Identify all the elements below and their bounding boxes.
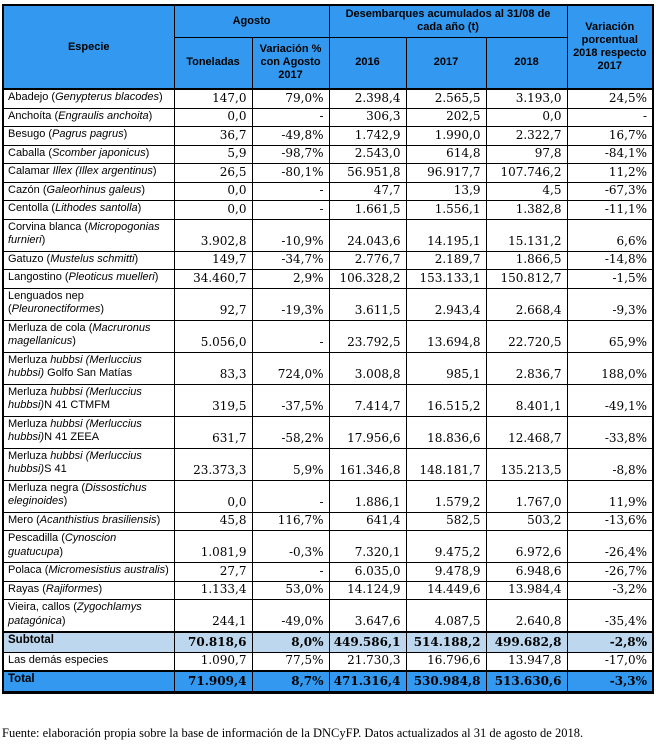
scientific-name: Engraulis anchoita — [58, 109, 149, 122]
value-cell: -11,1% — [567, 201, 653, 220]
value-cell: 631,7 — [174, 416, 252, 448]
table-row — [3, 352, 653, 384]
value-cell: -98,7% — [252, 145, 329, 164]
value-cell: 188,0% — [567, 352, 653, 384]
species-cell — [3, 288, 174, 320]
value-cell: 2.398,4 — [329, 89, 406, 108]
value-cell: 7.414,7 — [329, 384, 406, 416]
common-name: ) — [152, 165, 157, 177]
scientific-name: Zygochlamys patagónica — [8, 601, 142, 627]
common-name: ) — [61, 614, 66, 627]
value-cell: 13.984,4 — [486, 581, 567, 600]
value-cell: -33,8% — [567, 416, 653, 448]
value-cell: 18.836,6 — [406, 416, 486, 448]
value-cell: 499.682,8 — [486, 632, 567, 652]
col-header-variacion-porcentual: Variación porcentual 2018 respecto 2017 — [567, 5, 653, 89]
value-cell: 1.133,4 — [174, 581, 252, 600]
value-cell: 1.579,2 — [406, 480, 486, 512]
species-cell — [3, 563, 174, 582]
scientific-name: Micromesistius australis — [48, 564, 166, 576]
value-cell: 319,5 — [174, 384, 252, 416]
value-cell: -8,8% — [567, 448, 653, 480]
value-cell: 641,4 — [329, 512, 406, 531]
common-name: Lenguados nep ( — [8, 289, 84, 315]
value-cell: -17,0% — [567, 652, 653, 671]
value-cell: 153.133,1 — [406, 270, 486, 289]
value-cell: -49,8% — [252, 127, 329, 146]
value-cell: 8,0% — [252, 632, 329, 652]
value-cell: 306,3 — [329, 108, 406, 127]
value-cell: 3.902,8 — [174, 219, 252, 251]
value-cell: -34,7% — [252, 251, 329, 270]
value-cell: 106.328,2 — [329, 270, 406, 289]
value-cell: 1.090,7 — [174, 652, 252, 671]
value-cell: 0,0 — [174, 182, 252, 201]
value-cell: -84,1% — [567, 145, 653, 164]
value-cell: 11,2% — [567, 164, 653, 183]
value-cell: 13.947,8 — [486, 652, 567, 671]
common-name: Caballa ( — [8, 146, 53, 159]
scientific-name: Dissostichus eleginoides — [8, 481, 147, 507]
value-cell: - — [252, 182, 329, 201]
value-cell: 23.792,5 — [329, 320, 406, 352]
value-cell: 77,5% — [252, 652, 329, 671]
value-cell: -26,7% — [567, 563, 653, 582]
value-cell: -67,3% — [567, 182, 653, 201]
value-cell: 83,3 — [174, 352, 252, 384]
common-name: Subtotal — [8, 634, 54, 646]
value-cell: 4.087,5 — [406, 600, 486, 633]
common-name: ) — [98, 582, 103, 595]
value-cell: 0,0 — [174, 480, 252, 512]
value-cell: 148.181,7 — [406, 448, 486, 480]
value-cell: 11,9% — [567, 480, 653, 512]
value-cell: 3.008,8 — [329, 352, 406, 384]
value-cell: 79,0% — [252, 89, 329, 108]
value-cell: 6,6% — [567, 219, 653, 251]
value-cell: 8,7% — [252, 671, 329, 692]
desembarques-table — [2, 4, 654, 694]
table-row — [3, 108, 653, 127]
value-cell: 471.316,4 — [329, 671, 406, 692]
value-cell: 161.346,8 — [329, 448, 406, 480]
species-cell — [3, 164, 174, 183]
value-cell: 147,0 — [174, 89, 252, 108]
common-name: ) — [63, 495, 68, 507]
value-cell: 34.460,7 — [174, 270, 252, 289]
species-cell — [3, 219, 174, 251]
table-body — [3, 89, 653, 692]
value-cell: 9.475,2 — [406, 531, 486, 563]
value-cell: 202,5 — [406, 108, 486, 127]
table-row-subtotal — [3, 632, 653, 652]
value-cell: 14.449,6 — [406, 581, 486, 600]
value-cell: 2.943,4 — [406, 288, 486, 320]
col-header-variacion-agosto: Variación % con Agosto 2017 — [252, 37, 329, 89]
value-cell: 3.611,5 — [329, 288, 406, 320]
value-cell: 53,0% — [252, 581, 329, 600]
value-cell: 1.990,0 — [406, 127, 486, 146]
common-name: N 41 CTMFM — [44, 399, 111, 411]
value-cell: 116,7% — [252, 512, 329, 531]
value-cell: 985,1 — [406, 352, 486, 384]
table-row — [3, 288, 653, 320]
table-row — [3, 531, 653, 563]
value-cell: 1.661,5 — [329, 201, 406, 220]
value-cell: -26,4% — [567, 531, 653, 563]
table-header — [3, 5, 653, 89]
common-name: Besugo ( — [8, 128, 53, 140]
value-cell: 7.320,1 — [329, 531, 406, 563]
value-cell: 1.556,1 — [406, 201, 486, 220]
value-cell: 1.866,5 — [486, 251, 567, 270]
value-cell: 530.984,8 — [406, 671, 486, 692]
common-name: Langostino ( — [8, 271, 69, 283]
value-cell: -49,0% — [252, 600, 329, 633]
table-row — [3, 652, 653, 671]
scientific-name: Genypterus blacodes — [55, 91, 160, 103]
table-row — [3, 448, 653, 480]
value-cell: 45,8 — [174, 512, 252, 531]
table-row-total — [3, 671, 653, 692]
value-cell: 24.043,6 — [329, 219, 406, 251]
common-name: Gatuzo ( — [8, 252, 51, 265]
value-cell: 23.373,3 — [174, 448, 252, 480]
species-cell — [3, 182, 174, 201]
header-row-groups — [3, 5, 653, 37]
species-cell — [3, 531, 174, 563]
common-name: ) — [165, 564, 169, 576]
value-cell: 244,1 — [174, 600, 252, 633]
scientific-name: Micropogonias furnieri — [8, 220, 160, 246]
common-name: Merluza — [8, 417, 51, 430]
value-cell: 70.818,6 — [174, 632, 252, 652]
common-name: ) — [159, 91, 163, 103]
table-row — [3, 270, 653, 289]
source-note: Fuente: elaboración propia sobre la base de información de la DNCyFP. Datos actualizados al 31 de agosto de 2018. — [2, 726, 584, 740]
common-name: Calamar — [8, 165, 53, 177]
value-cell: 47,7 — [329, 182, 406, 201]
scientific-name: Pagrus pagrus — [52, 128, 124, 140]
value-cell: 24,5% — [567, 89, 653, 108]
table-row — [3, 320, 653, 352]
species-cell — [3, 600, 174, 633]
value-cell: 15.131,2 — [486, 219, 567, 251]
scientific-name: Galeorhinus galeus — [46, 183, 142, 196]
value-cell: -80,1% — [252, 164, 329, 183]
value-cell: 71.909,4 — [174, 671, 252, 692]
col-header-agosto: Agosto — [174, 5, 329, 37]
col-header-2016: 2016 — [329, 37, 406, 89]
value-cell: 135.213,5 — [486, 448, 567, 480]
species-cell — [3, 270, 174, 289]
value-cell: 2.668,4 — [486, 288, 567, 320]
species-cell — [3, 201, 174, 220]
common-name: ) — [137, 202, 142, 214]
scientific-name: hubbsi (Merluccius hubbsi) — [8, 385, 142, 411]
col-header-toneladas: Toneladas — [174, 37, 252, 89]
common-name: ) — [59, 545, 64, 558]
table-row — [3, 563, 653, 582]
scientific-name: Lithodes santolla — [55, 202, 138, 214]
species-cell — [3, 251, 174, 270]
scientific-name: Cynoscion guatucupa — [8, 532, 117, 558]
value-cell: 12.468,7 — [486, 416, 567, 448]
species-cell — [3, 632, 174, 652]
value-cell: -13,6% — [567, 512, 653, 531]
table-row — [3, 145, 653, 164]
value-cell: 4,5 — [486, 182, 567, 201]
value-cell: 56.951,8 — [329, 164, 406, 183]
value-cell: -10,9% — [252, 219, 329, 251]
common-name: Anchoíta ( — [8, 109, 59, 122]
species-cell — [3, 652, 174, 671]
table-row — [3, 182, 653, 201]
value-cell: 65,9% — [567, 320, 653, 352]
value-cell: 36,7 — [174, 127, 252, 146]
species-cell — [3, 384, 174, 416]
value-cell: 2.543,0 — [329, 145, 406, 164]
value-cell: 13,9 — [406, 182, 486, 201]
value-cell: 614,8 — [406, 145, 486, 164]
table-row — [3, 600, 653, 633]
scientific-name: hubbsi (Merluccius hubbsi) — [8, 449, 142, 475]
value-cell: 5,9 — [174, 145, 252, 164]
table-row — [3, 251, 653, 270]
common-name: ) — [154, 271, 159, 283]
common-name: Rayas ( — [8, 582, 46, 595]
value-cell: 1.382,8 — [486, 201, 567, 220]
value-cell: -9,3% — [567, 288, 653, 320]
value-cell: 513.630,6 — [486, 671, 567, 692]
table-row — [3, 416, 653, 448]
common-name: ) — [156, 513, 161, 526]
value-cell: - — [252, 201, 329, 220]
species-cell — [3, 512, 174, 531]
value-cell: 5.056,0 — [174, 320, 252, 352]
value-cell: -58,2% — [252, 416, 329, 448]
common-name: ) — [72, 335, 76, 347]
value-cell: 2,9% — [252, 270, 329, 289]
common-name: Pescadilla ( — [8, 532, 65, 544]
scientific-name: hubbsi (Merluccius hubbsi) — [8, 353, 142, 379]
scientific-name: Acanthistius brasiliensis — [39, 513, 157, 526]
common-name: Polaca ( — [8, 564, 49, 576]
common-name: Merluza — [8, 385, 51, 398]
common-name: Cazón ( — [8, 183, 47, 196]
table-row — [3, 127, 653, 146]
common-name: Total — [8, 673, 35, 685]
value-cell: 6.035,0 — [329, 563, 406, 582]
value-cell: 2.565,5 — [406, 89, 486, 108]
table-row — [3, 201, 653, 220]
common-name: ) — [134, 252, 139, 265]
value-cell: 96.917,7 — [406, 164, 486, 183]
value-cell: 3.193,0 — [486, 89, 567, 108]
scientific-name: hubbsi (Merluccius hubbsi) — [8, 417, 142, 443]
common-name: Las demás especies — [8, 653, 109, 666]
value-cell: 2.322,7 — [486, 127, 567, 146]
species-cell — [3, 448, 174, 480]
species-cell — [3, 581, 174, 600]
value-cell: 1.081,9 — [174, 531, 252, 563]
value-cell: 2.776,7 — [329, 251, 406, 270]
common-name: S 41 — [44, 463, 67, 475]
common-name: Vieira, callos ( — [8, 601, 77, 613]
value-cell: 27,7 — [174, 563, 252, 582]
table-row — [3, 89, 653, 108]
common-name: Merluza de cola ( — [8, 321, 93, 334]
table-row — [3, 512, 653, 531]
value-cell: 0,0 — [486, 108, 567, 127]
value-cell: - — [252, 108, 329, 127]
value-cell: -1,5% — [567, 270, 653, 289]
value-cell: 14.124,9 — [329, 581, 406, 600]
value-cell: -14,8% — [567, 251, 653, 270]
value-cell: -0,3% — [252, 531, 329, 563]
species-cell — [3, 320, 174, 352]
value-cell: 26,5 — [174, 164, 252, 183]
table-row — [3, 581, 653, 600]
common-name: Merluza negra ( — [8, 481, 86, 494]
value-cell: 16.796,6 — [406, 652, 486, 671]
value-cell: 1.742,9 — [329, 127, 406, 146]
common-name: Abadejo ( — [8, 91, 56, 103]
common-name: Merluza — [8, 449, 51, 462]
common-name: ) — [123, 128, 128, 140]
value-cell: -37,5% — [252, 384, 329, 416]
value-cell: -35,4% — [567, 600, 653, 633]
scientific-name: Rajiformes — [45, 582, 99, 595]
col-header-2017: 2017 — [406, 37, 486, 89]
value-cell: 2.189,7 — [406, 251, 486, 270]
table-row — [3, 164, 653, 183]
value-cell: 3.647,6 — [329, 600, 406, 633]
value-cell: 5,9% — [252, 448, 329, 480]
value-cell: 8.401,1 — [486, 384, 567, 416]
value-cell: - — [252, 563, 329, 582]
species-cell — [3, 352, 174, 384]
value-cell: 503,2 — [486, 512, 567, 531]
value-cell: 9.478,9 — [406, 563, 486, 582]
value-cell: 149,7 — [174, 251, 252, 270]
common-name: ) — [145, 146, 150, 159]
col-header-especie: Especie — [3, 5, 174, 89]
value-cell: 21.730,3 — [329, 652, 406, 671]
value-cell: 150.812,7 — [486, 270, 567, 289]
species-cell — [3, 416, 174, 448]
table-row — [3, 480, 653, 512]
scientific-name: Macruronus magellanicus — [8, 321, 151, 347]
value-cell: 14.195,1 — [406, 219, 486, 251]
value-cell: 13.694,8 — [406, 320, 486, 352]
value-cell: 2.836,7 — [486, 352, 567, 384]
common-name: Mero ( — [8, 513, 40, 526]
scientific-name: Illex (Illex argentinus — [52, 165, 153, 177]
common-name: ) — [41, 234, 46, 246]
value-cell: 97,8 — [486, 145, 567, 164]
value-cell: 724,0% — [252, 352, 329, 384]
value-cell: -2,8% — [567, 632, 653, 652]
value-cell: -3,2% — [567, 581, 653, 600]
table-row — [3, 219, 653, 251]
scientific-name: Pleoticus muelleri — [68, 271, 155, 283]
species-cell — [3, 671, 174, 692]
value-cell: 6.972,6 — [486, 531, 567, 563]
value-cell: -19,3% — [252, 288, 329, 320]
value-cell: 22.720,5 — [486, 320, 567, 352]
value-cell: 16.515,2 — [406, 384, 486, 416]
value-cell: - — [567, 108, 653, 127]
value-cell: 1.886,1 — [329, 480, 406, 512]
common-name: ) — [148, 109, 153, 122]
common-name: Golfo San Matías — [44, 367, 133, 379]
value-cell: 1.767,0 — [486, 480, 567, 512]
common-name: ) — [141, 183, 145, 196]
value-cell: 92,7 — [174, 288, 252, 320]
value-cell: 16,7% — [567, 127, 653, 146]
value-cell: 6.948,6 — [486, 563, 567, 582]
common-name: N 41 ZEEA — [44, 431, 100, 443]
scientific-name: Mustelus schmitti — [50, 252, 135, 265]
value-cell: 514.188,2 — [406, 632, 486, 652]
species-cell — [3, 480, 174, 512]
value-cell: 107.746,2 — [486, 164, 567, 183]
value-cell: - — [252, 480, 329, 512]
common-name: Centolla ( — [8, 202, 56, 214]
col-header-desembarques: Desembarques acumulados al 31/08 de cada año (t) — [329, 5, 567, 37]
common-name: Merluza — [8, 353, 51, 366]
common-name: ) — [100, 303, 104, 315]
value-cell: 582,5 — [406, 512, 486, 531]
value-cell: -49,1% — [567, 384, 653, 416]
value-cell: 2.640,8 — [486, 600, 567, 633]
value-cell: 449.586,1 — [329, 632, 406, 652]
value-cell: -3,3% — [567, 671, 653, 692]
value-cell: - — [252, 320, 329, 352]
scientific-name: Pleuronectiformes — [11, 303, 101, 315]
species-cell — [3, 89, 174, 108]
scientific-name: Scomber japonicus — [52, 146, 146, 159]
value-cell: 0,0 — [174, 108, 252, 127]
col-header-2018: 2018 — [486, 37, 567, 89]
value-cell: 0,0 — [174, 201, 252, 220]
value-cell: 17.956,6 — [329, 416, 406, 448]
species-cell — [3, 145, 174, 164]
table-row — [3, 384, 653, 416]
species-cell — [3, 108, 174, 127]
common-name: Corvina blanca ( — [8, 220, 89, 233]
species-cell — [3, 127, 174, 146]
